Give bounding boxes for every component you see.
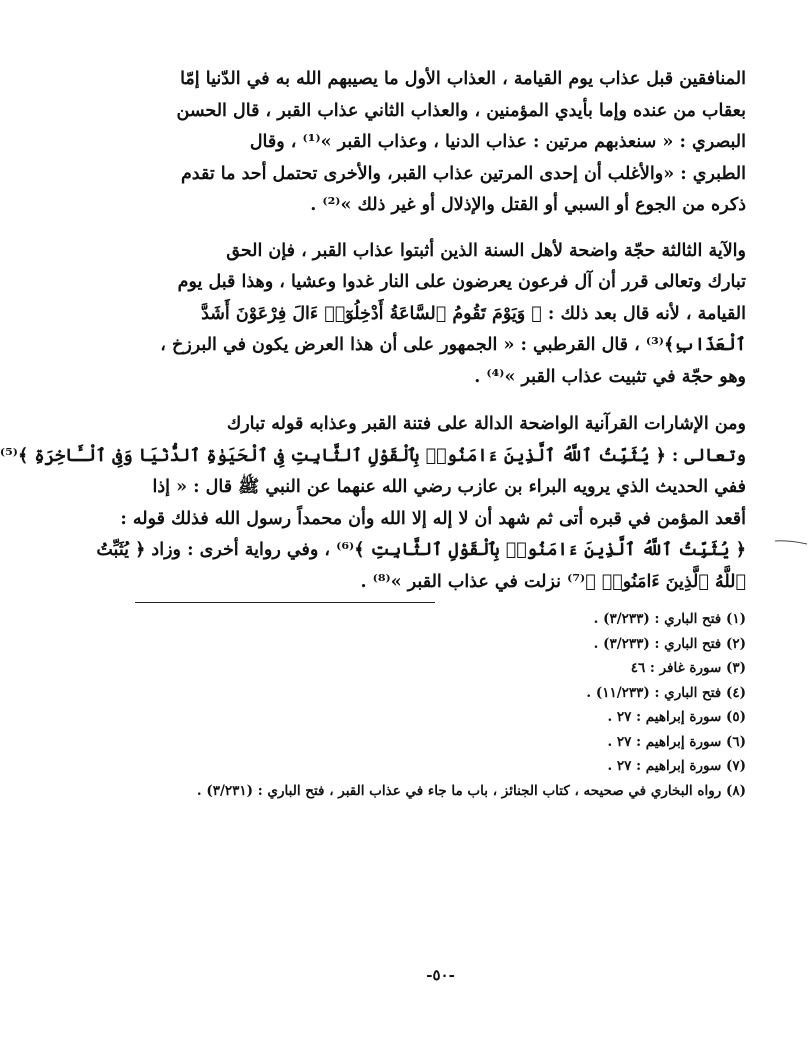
book-page bbox=[0, 64, 746, 1063]
footnote: (٤) فتح الباري : (١١/٢٣٣) . bbox=[586, 684, 746, 701]
text-line: ٱلْعَذَابِ﴾⁽³⁾ ، قال القرطبي : « الجمهور على أن هذا العرض يكون في البرزخ ، bbox=[160, 335, 746, 355]
text-line: الطبري : «والأغلب أن إحدى المرتين عذاب القبر، والأخرى تحتمل أحد ما تقدم bbox=[180, 163, 746, 184]
footnote: (٦) سورة إبراهيم : ٢٧ . bbox=[607, 733, 746, 750]
text-line: وهو حجّة في تثبيت عذاب القبر »⁽⁴⁾ . bbox=[474, 366, 746, 387]
text-line: بعقاب من عنده وإما بأيدي المؤمنين ، والعذاب الثاني عذاب القبر ، قال الحسن bbox=[176, 100, 746, 121]
footnote: (٨) رواه البخاري في صحيحه ، كتاب الجنائز ، باب ما جاء في عذاب القبر ، فتح الباري : (٣/٢٣١) . bbox=[196, 782, 746, 799]
text-line: تبارك وتعالى قرر أن آل فرعون يعرضون على النار غدوا وعشيا ، وهذا قبل يوم bbox=[177, 272, 746, 292]
text-line: أقعد المؤمن في قبره أتى ثم شهد أن لا إله إلا الله وأن محمداً رسول الله فذلك قوله : bbox=[120, 508, 746, 529]
text-line: ففي الحديث الذي يرويه البراء بن عازب رضي الله عنهما عن النبي ﷺ قال : « إذا bbox=[152, 477, 746, 497]
text-line: ذكره من الجوع أو السبي أو القتل والإذلال أو غير ذلك »⁽²⁾ . bbox=[310, 195, 746, 215]
text-line: وتعالى : ﴿ يُثَبِّتُ ٱللَّهُ ٱلَّذِينَ ءَامَنُوا۟ بِٱلْقَوْلِ ٱلثَّابِتِ فِى ٱلْحَيَوٰةِ ٱلدُّنْيَا وَفِى ٱلْـَٔاخِرَةِ ﴾⁽⁵⁾ bbox=[0, 445, 746, 466]
paragraph-hasan-basri bbox=[135, 64, 746, 222]
page-number: -٥٠- bbox=[426, 966, 455, 984]
text-line: ٱللَّهُ ٱلَّذِينَ ءَامَنُوا۟ ﴾⁽⁷⁾ نزلت في عذاب القبر »⁽⁸⁾ . bbox=[360, 571, 746, 592]
margin-pen-mark bbox=[774, 539, 808, 545]
text-line: ﴿ يُثَبِّتُ ٱللَّهُ ٱلَّذِينَ ءَامَنُوا۟ بِٱلْقَوْلِ ٱلثَّابِتِ ﴾⁽⁶⁾ ، وفي رواية أخرى : وزاد ﴿ يُثَبِّتُ bbox=[96, 540, 746, 560]
text-line: القيامة ، لأنه قال بعد ذلك : ﴿ وَيَوْمَ تَقُومُ ٱلسَّاعَةُ أَدْخِلُوٓا۟ ءَالَ فِرْعَوْنَ أَشَدَّ bbox=[201, 303, 746, 324]
footnote-separator bbox=[135, 602, 435, 603]
footnotes-list bbox=[135, 607, 746, 803]
text-line: ومن الإشارات القرآنية الواضحة الدالة على فتنة القبر وعذابه قوله تبارك bbox=[226, 414, 746, 434]
footnote: (٣) سورة غافر : ٤٦ bbox=[630, 660, 746, 676]
footnote: (٥) سورة إبراهيم : ٢٧ . bbox=[607, 709, 746, 725]
text-line: والآية الثالثة حجّة واضحة لأهل السنة الذين أثبتوا عذاب القبر ، فإن الحق bbox=[226, 240, 746, 261]
paragraph-third-verse bbox=[135, 236, 746, 394]
text-line: البصري : « سنعذبهم مرتين : عذاب الدنيا ، وعذاب القبر »⁽¹⁾ ، وقال bbox=[249, 132, 746, 152]
footnote: (١) فتح الباري : (٣/٢٣٣) . bbox=[593, 611, 746, 627]
text-line: المنافقين قبل عذاب يوم القيامة ، العذاب الأول ما يصيبهم الله به في الدّنيا إمّا bbox=[180, 69, 746, 89]
paragraph-quranic-indications bbox=[0, 409, 746, 598]
footnote: (٢) فتح الباري : (٣/٢٣٣) . bbox=[593, 635, 746, 652]
footnote: (٧) سورة إبراهيم : ٢٧ . bbox=[607, 758, 746, 774]
